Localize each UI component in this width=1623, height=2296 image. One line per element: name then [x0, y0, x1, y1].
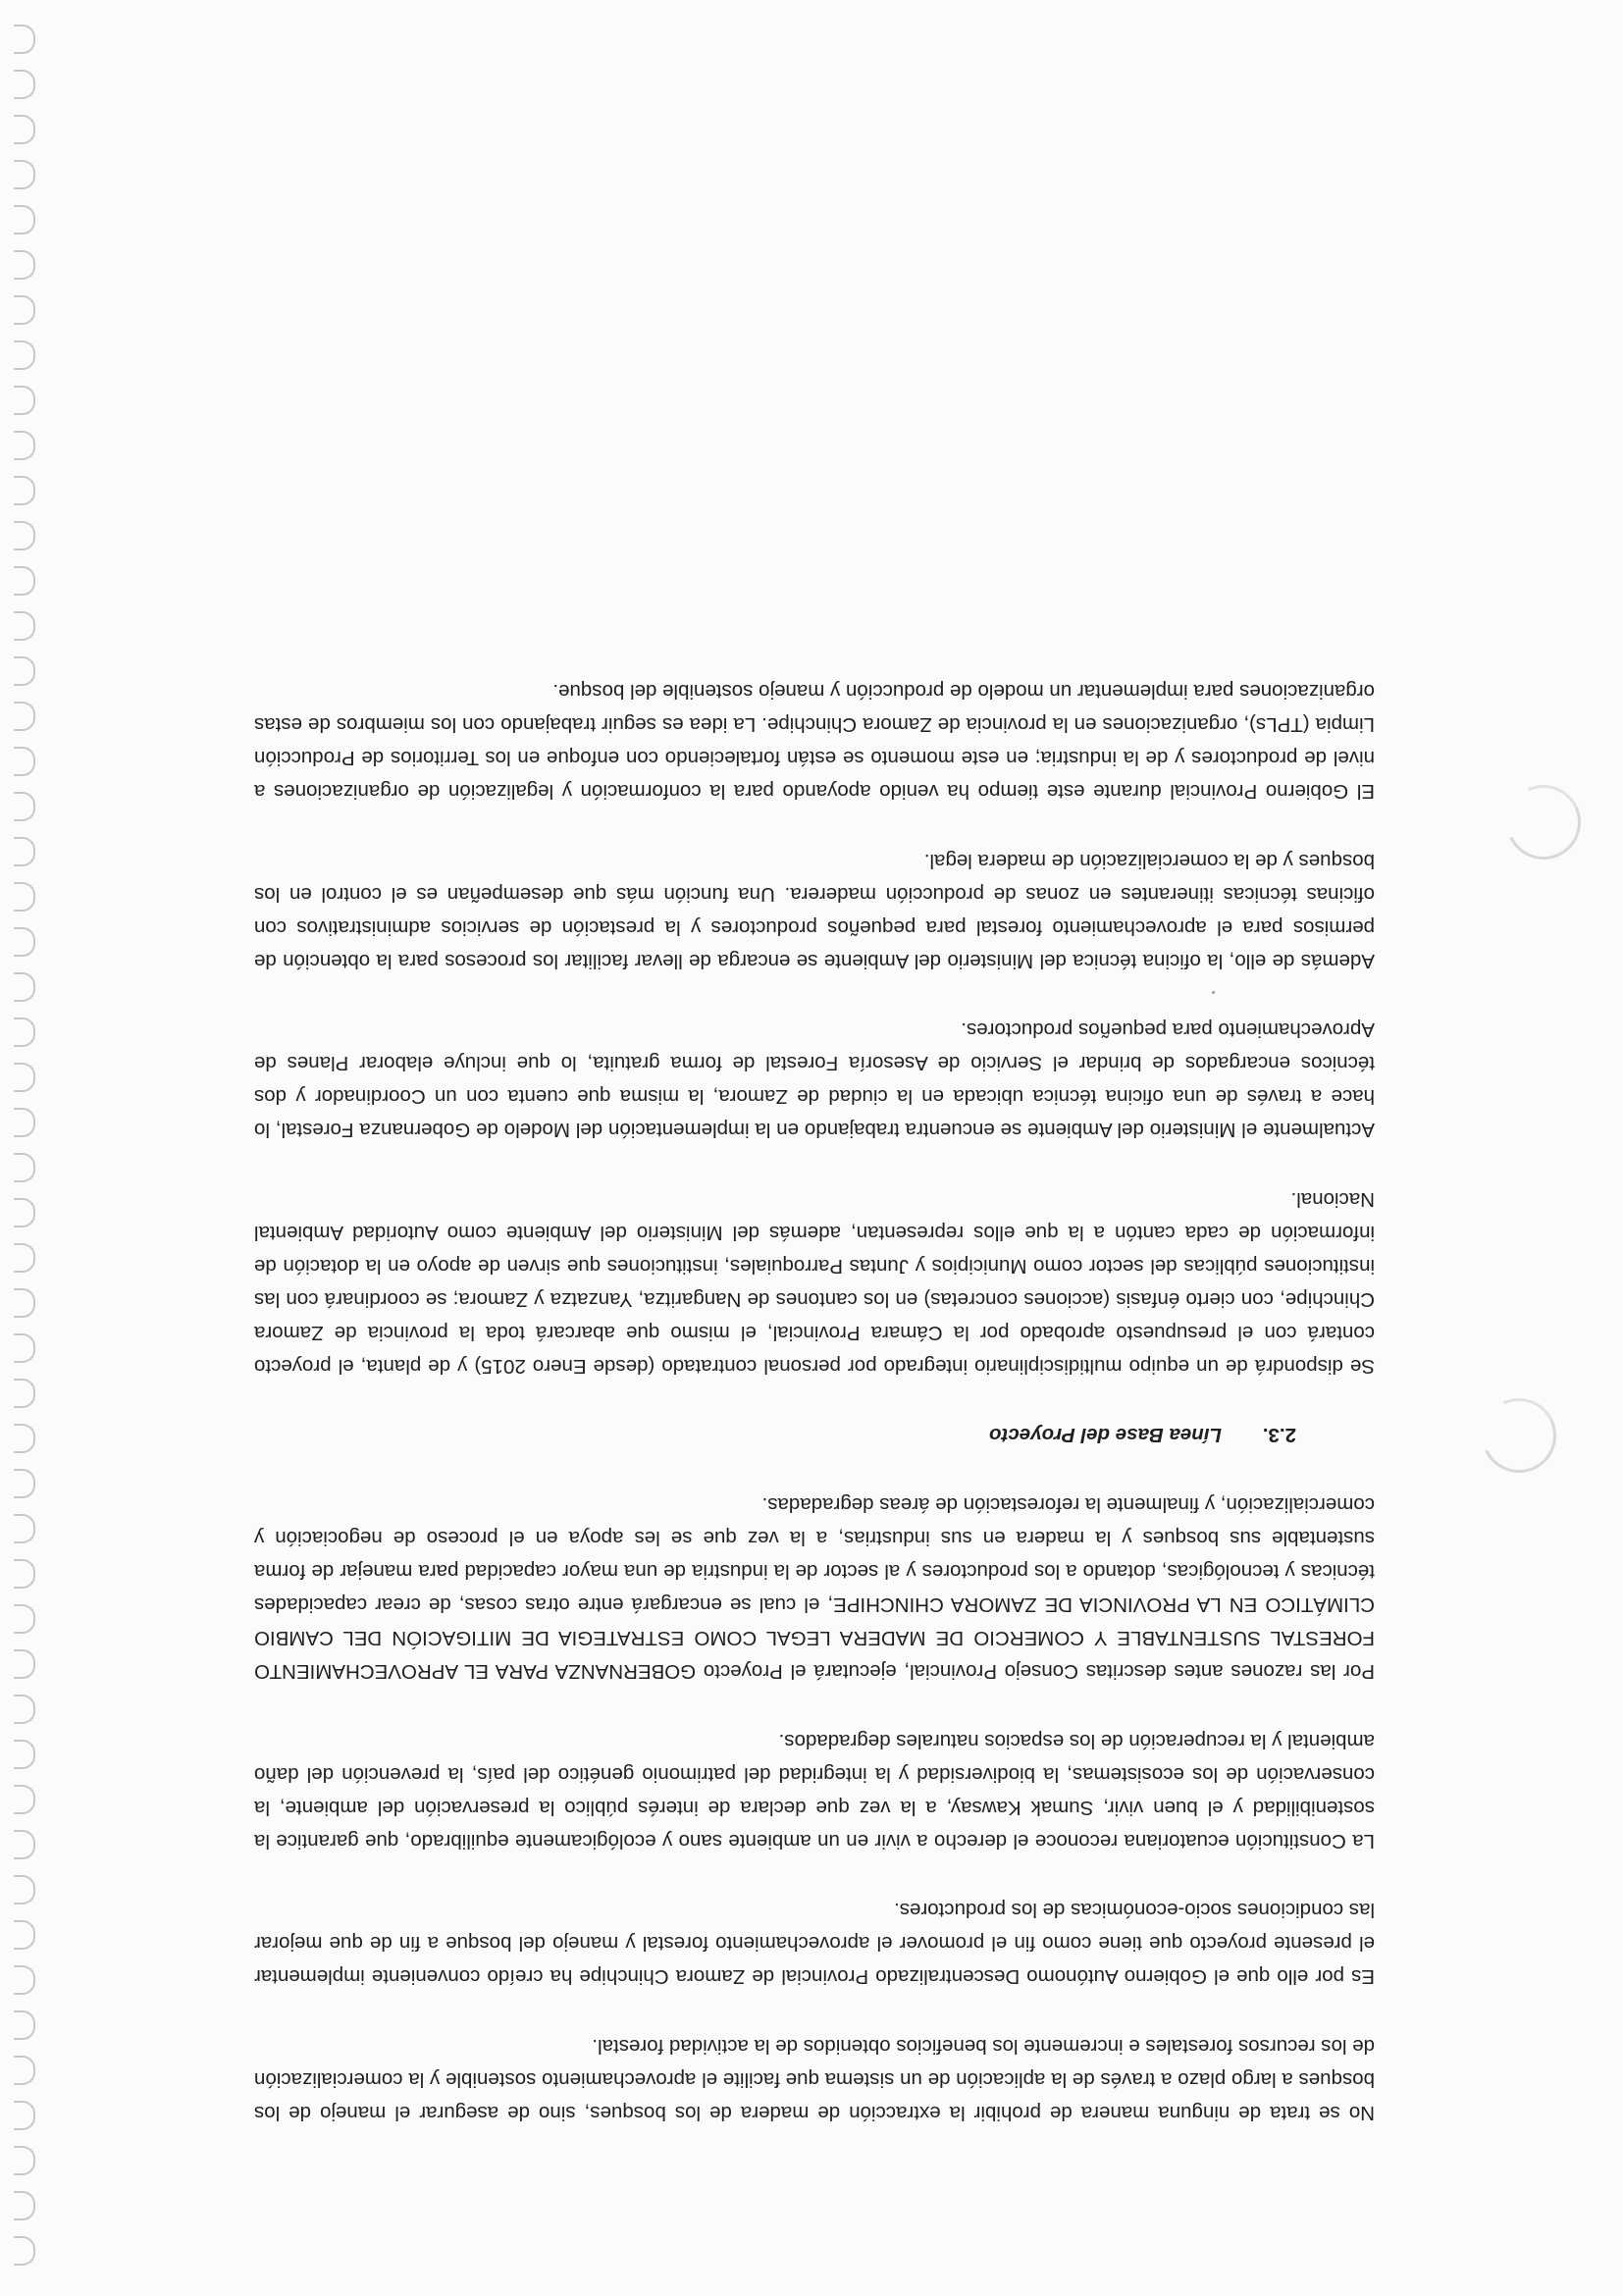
paragraph: Es por ello que el Gobierno Autónomo Descentralizado Provincial de Zamora Chinchipe ha creído conveniente implementar el presente proyecto que tiene como fin el promover el aprovechamiento forestal y manejo del bosque a fin de que mejorar las condiciones socio-económicas de los productores.: [254, 1899, 1375, 1989]
paragraph: No se trata de ninguna manera de prohibir la extracción de madera de los bosques, sino de asegurar el manejo de los bosques a largo plazo a través de la aplicación de un sistema que facilite el aprovechamiento sostenible y la comercialización de los recursos forestales e incremente los beneficios obtenidos de la actividad forestal.: [254, 2035, 1375, 2124]
section-number: 2.3.: [1262, 1424, 1296, 1447]
section-heading: [254, 1419, 1375, 1452]
paragraph: Además de ello, la oficina técnica del Ministerio del Ambiente se encarga de llevar facilitar los procesos para la obtención de permisos para el aprovechamiento forestal para pequeños productores y la prestación de servicios administrativos con oficinas técnicas itinerantes en zonas de producción maderera. Una función más que desempeñan es el control en los bosques y de la comercialización de madera legal.: [254, 849, 1375, 972]
section-title: Línea Base del Proyecto: [989, 1424, 1222, 1447]
paragraph: El Gobierno Provincial durante este tiempo ha venido apoyando para la conformación y legalización de organizaciones a nivel de productores y de la industria; en este momento se están fortaleciendo con enfoque en los Territorios de Producción Limpia (TPLs), organizaciones en la provincia de Zamora Chinchipe. La idea es seguir trabajando con los miembros de estas organizaciones para implementar un modelo de producción y manejo sostenible del bosque.: [254, 680, 1375, 803]
document-body: [254, 638, 1375, 2129]
paragraph: Actualmente el Ministerio del Ambiente se encuentra trabajando en la implementación del Modelo de Gobernanza Forestal, lo hace a través de una oficina técnica ubicada en la ciudad de Zamora, la misma que cuenta con un Coordinador y dos técnicos encargados de brindar el Servicio de Asesoría Forestal de forma gratuita, lo que incluye elaborar Planes de Aprovechamiento para pequeños productores.: [254, 1018, 1375, 1142]
paragraph: La Constitución ecuatoriana reconoce el derecho a vivir en un ambiente sano y ecológicamente equilibrado, que garantice la sostenibilidad y el buen vivir, Sumak Kawsay, a la vez que declara de interés público la preservación del ambiente, la conservación de los ecosistemas, la biodiversidad y la integridad del patrimonio genético del país, la prevención del daño ambiental y la recuperación de los espacios naturales degradados.: [254, 1729, 1375, 1852]
paragraph: Por las razones antes descritas Consejo Provincial, ejecutará el Proyecto GOBERNANZA PARA EL APROVECHAMIENTO FORESTAL SUSTENTABLE Y COMERCIO DE MADERA LEGAL COMO ESTRATEGIA DE MITIGACIÓN DEL CAMBIO CLIMÁTICO EN LA PROVINCIA DE ZAMORA CHINCHIPE, el cual se encargará entre otras cosas, de crear capacidades técnicas y tecnológicas, dotando a los productores y al sector de la industria de una mayor capacidad para manejar de forma sustentable sus bosques y la madera en sus industrias, a la vez que se les apoya en el proceso de negociación y comercialización, y finalmente la reforestación de áreas degradadas.: [254, 1493, 1375, 1683]
paragraph: Se dispondrá de un equipo multidisciplinario integrado por personal contratado (desde Enero 2015) y de planta, el proyecto contará con el presupuesto aprobado por la Cámara Provincial, el mismo que abarcará toda la provincia de Zamora Chinchipe, con cierto énfasis (acciones concretas) en los cantones de Nangaritza, Yanzatza y Zamora; se coordinará con las instituciones públicas del sector como Municipios y Juntas Parroquiales, instituciones que sirven de apoyo en la dotación de información de cada cantón a la que ellos representan, además del Ministerio del Ambiente como Autoridad Ambiental Nacional.: [254, 1188, 1375, 1378]
